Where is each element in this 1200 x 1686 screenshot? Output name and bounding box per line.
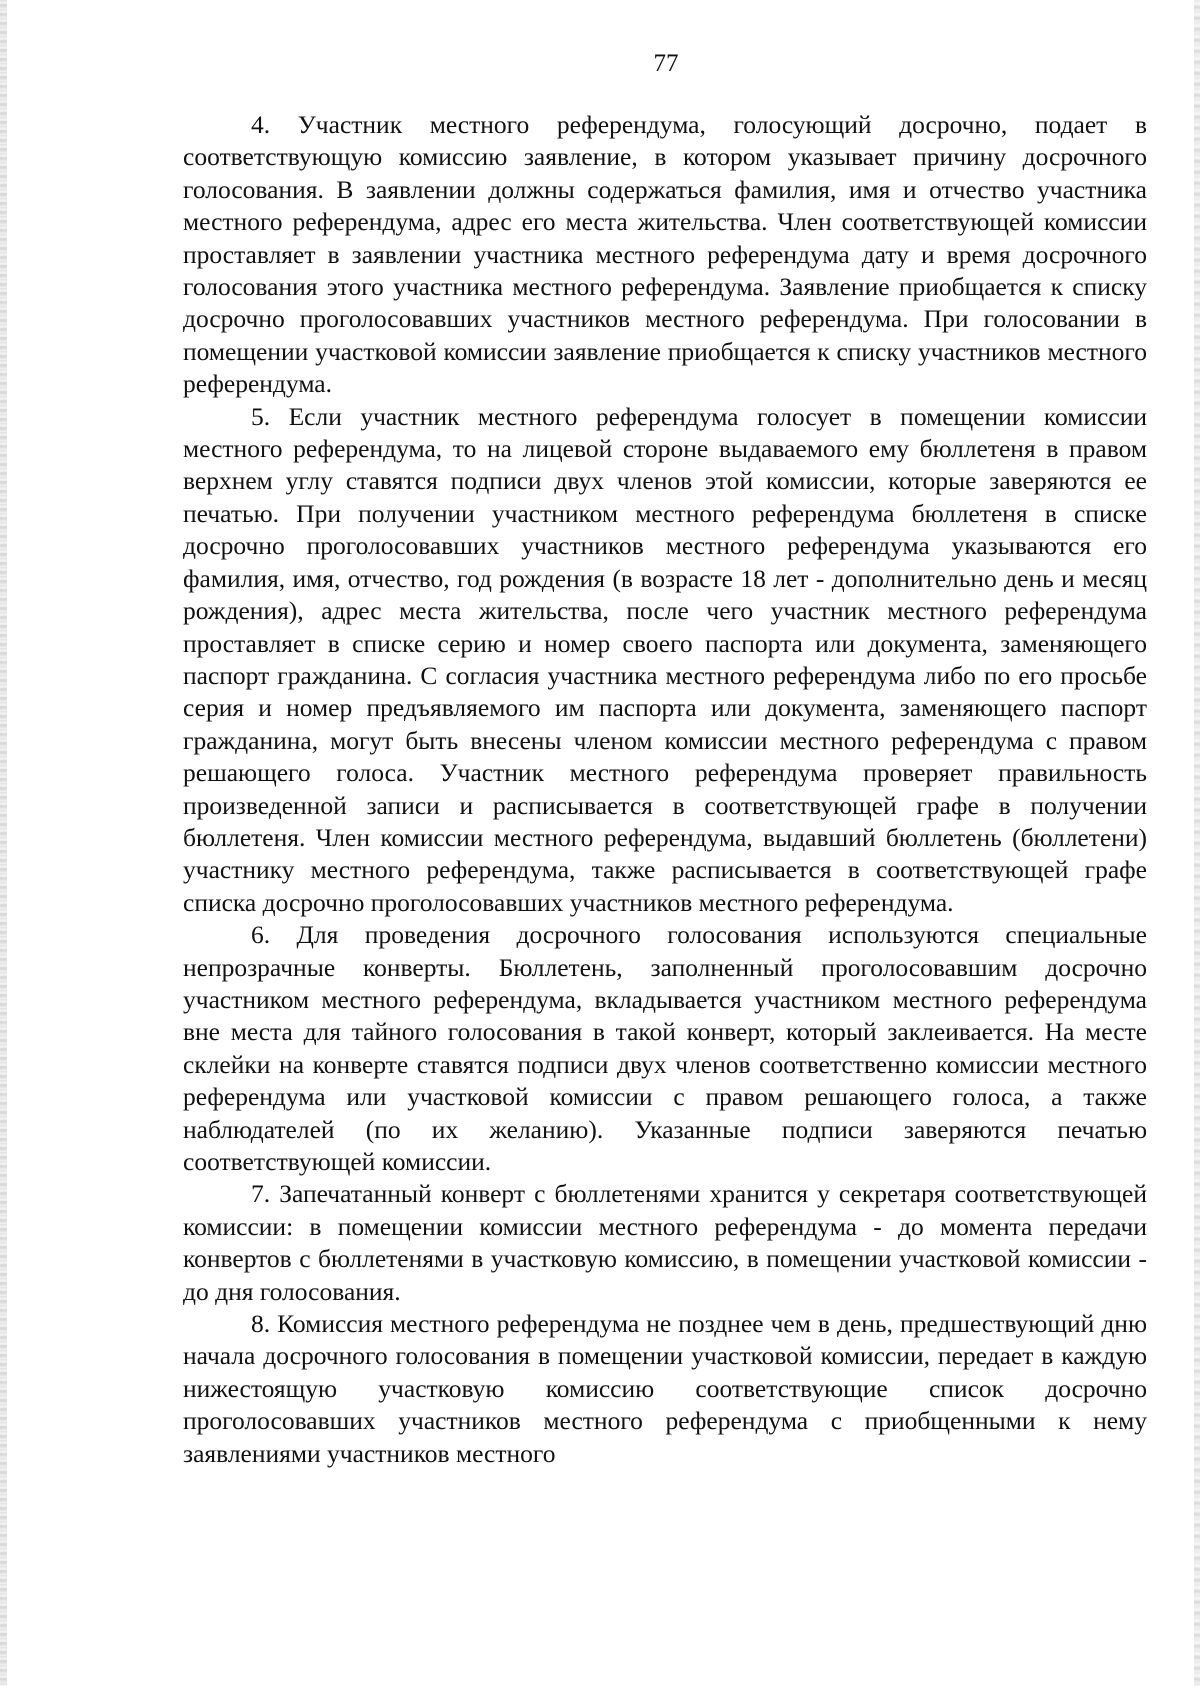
page-number: 77 bbox=[653, 50, 679, 77]
paragraph-4: 4. Участник местного референдума, голосующий досрочно, подает в соответствующую комиссию заявление, в котором указывает причину досрочного голосования. В заявлении должны содержаться фамилия, имя и отчество участника местного референдума, адрес его места жительства. Член соответствующей комиссии проставляет в заявлении участника местного референдума дату и время досрочного голосования этого участника местного референдума. Заявление приобщается к списку досрочно проголосовавших участников местного референдума. При голосовании в помещении участковой комиссии заявление приобщается к списку участников местного референдума. bbox=[183, 110, 1147, 399]
scan-edge-left bbox=[0, 0, 7, 1686]
paragraph-6: 6. Для проведения досрочного голосования используются специальные непрозрачные конверты. Бюллетень, заполненный проголосовавшим досрочно участником местного референдума, вкладывается участником местного референдума вне места для тайного голосования в такой конверт, который заклеивается. На месте склейки на конверте ставятся подписи двух членов соответственно комиссии местного референдума или участковой комиссии с правом решающего голоса, а также наблюдателей (по их желанию). Указанные подписи заверяются печатью соответствующей комиссии. bbox=[183, 920, 1147, 1176]
paragraph-7: 7. Запечатанный конверт с бюллетенями хранится у секретаря соответствующей комиссии: в помещении комиссии местного референдума - до момента передачи конвертов с бюллетенями в участковую комиссию, в помещении участковой комиссии - до дня голосования. bbox=[183, 1179, 1147, 1306]
scan-edge-right bbox=[1194, 0, 1200, 1686]
paragraph-5: 5. Если участник местного референдума голосует в помещении комиссии местного референдума, то на лицевой стороне выдаваемого ему бюллетеня в правом верхнем углу ставятся подписи двух членов этой комиссии, которые заверяются ее печатью. При получении участником местного референдума бюллетеня в списке досрочно проголосовавших участников местного референдума указываются его фамилия, имя, отчество, год рождения (в возрасте 18 лет - дополнительно день и месяц рождения), адрес места жительства, после чего участник местного референдума проставляет в списке серию и номер своего паспорта или документа, заменяющего паспорт гражданина. С согласия участника местного референдума либо по его просьбе серия и номер предъявляемого им паспорта или документа, заменяющего паспорт гражданина, могут быть внесены членом комиссии местного референдума с правом решающего голоса. Участник местного референдума проверяет правильность произведенной записи и расписывается в соответствующей графе в получении бюллетеня. Член комиссии местного референдума, выдавший бюллетень (бюллетени) участнику местного референдума, также расписывается в соответствующей графе списка досрочно проголосовавших участников местного референдума. bbox=[183, 401, 1147, 917]
paragraph-8: 8. Комиссия местного референдума не позднее чем в день, предшествующий дню начала досрочного голосования в помещении участковой комиссии, передает в каждую нижестоящую участковую комиссию соответствующие список досрочно проголосовавших участников местного референдума с приобщенными к нему заявлениями участников местного bbox=[183, 1309, 1147, 1468]
document-body bbox=[183, 109, 1147, 1470]
